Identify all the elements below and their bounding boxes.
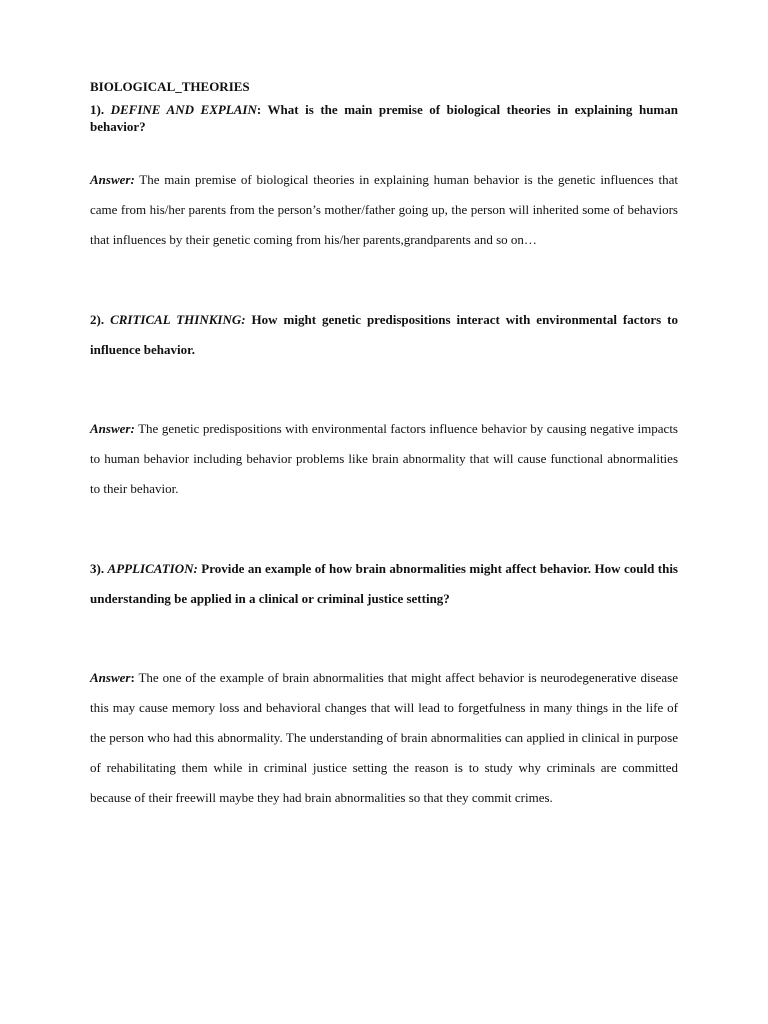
answer-2-text: The genetic predispositions with environmental factors influence behavior by causing negative impacts to human behavior including behavior problems like brain abnormality that will cause functional abnormalities to their behavior. — [90, 421, 678, 496]
answer-3 — [90, 663, 678, 813]
document-title: BIOLOGICAL_THEORIES — [90, 79, 250, 94]
answer-3-text: The one of the example of brain abnormalities that might affect behavior is neurodegenerative disease this may cause memory loss and behavioral changes that will lead to forgetfulness in many things in the life of the person who had this abnormality. The understanding of brain abnormalities can applied in clinical in purpose of rehabilitating them while in criminal justice setting the reason is to study why criminals are committed because of their freewill maybe they had brain abnormalities so that they commit crimes. — [90, 670, 678, 805]
question-2-text: How might genetic predispositions interact with environmental factors to influence behavior. — [90, 312, 678, 357]
question-1-text: : What is the main premise of biological theories in explaining human behavior? — [90, 102, 678, 134]
question-2-number: 2). — [90, 312, 111, 327]
answer-1 — [90, 165, 678, 255]
question-2-label: CRITICAL THINKING: — [110, 312, 246, 327]
answer-1-text: The main premise of biological theories in explaining human behavior is the genetic influences that came from his/her parents from the person’s mother/father going up, the person will inherited some of behaviors that influences by their genetic coming from his/her parents,grandparents and so on… — [90, 172, 678, 247]
question-1-number: 1). — [90, 102, 111, 117]
question-1-label: DEFINE AND EXPLAIN — [110, 102, 257, 117]
document-page — [90, 78, 678, 813]
question-3-label: APPLICATION: — [107, 561, 198, 576]
answer-1-label: Answer: — [90, 172, 135, 187]
question-3-text: Provide an example of how brain abnormalities might affect behavior. How could this understanding be applied in a clinical or criminal justice setting? — [90, 561, 678, 606]
question-2 — [90, 305, 678, 365]
question-1 — [90, 101, 678, 135]
question-3 — [90, 554, 678, 614]
answer-2 — [90, 414, 678, 504]
answer-2-label: Answer: — [90, 421, 135, 436]
question-3-number: 3). — [90, 561, 108, 576]
answer-3-colon: : — [130, 670, 135, 685]
answer-3-label: Answer — [90, 670, 131, 685]
